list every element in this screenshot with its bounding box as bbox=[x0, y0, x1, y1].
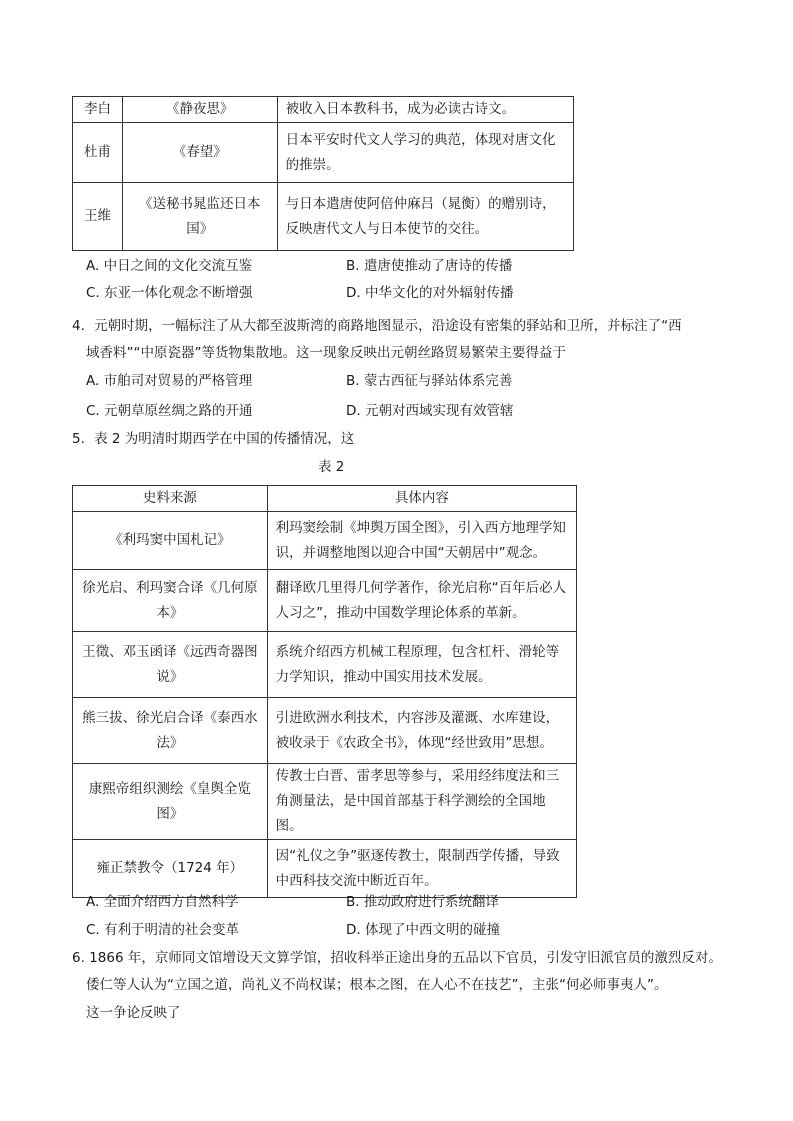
q5-option-a: A. 全面介绍西方自然科学 bbox=[86, 894, 239, 910]
q4-option-a: A. 市舶司对贸易的严格管理 bbox=[86, 373, 253, 389]
column-header-content: 具体内容 bbox=[267, 486, 576, 512]
q4-stem-line1: 4．元朝时期，一幅标注了从大都至波斯湾的商路地图显示，沿途设有密集的驿站和卫所，并标注了“西 bbox=[72, 318, 682, 334]
table-row bbox=[73, 183, 574, 251]
poem-description: 日本平安时代文人学习的典范，体现对唐文化的推崇。 bbox=[277, 123, 573, 183]
table-row bbox=[73, 97, 574, 123]
q4-option-c: C. 元朝草原丝绸之路的开通 bbox=[86, 403, 253, 419]
source-cell: 徐光启、利玛窦合译《几何原本》 bbox=[73, 570, 268, 632]
poem-description: 被收入日本教科书，成为必读古诗文。 bbox=[277, 97, 573, 123]
q3-option-b: B. 遣唐使推动了唐诗的传播 bbox=[346, 258, 513, 274]
q4-option-b: B. 蒙古西征与驿站体系完善 bbox=[346, 373, 513, 389]
poem-title: 《送秘书晁监还日本国》 bbox=[122, 183, 277, 251]
table-row bbox=[73, 512, 577, 570]
q5-option-d: D. 体现了中西文明的碰撞 bbox=[346, 922, 500, 938]
q6-stem-line2: 倭仁等人认为“立国之道，尚礼义不尚权谋；根本之图，在人心不在技艺”，主张“何必师事夷人”。 bbox=[86, 977, 668, 993]
table-row bbox=[73, 698, 577, 764]
q5-option-b: B. 推动政府进行系统翻译 bbox=[346, 894, 499, 910]
poem-title: 《静夜思》 bbox=[122, 97, 277, 123]
poet-name: 王维 bbox=[73, 183, 123, 251]
source-cell: 康熙帝组织测绘《皇舆全览图》 bbox=[73, 764, 268, 840]
table-row bbox=[73, 570, 577, 632]
q6-stem-line1: 6. 1866 年，京师同文馆增设天文算学馆，招收科举正途出身的五品以下官员，引发守旧派官员的激烈反对。 bbox=[72, 950, 722, 966]
table-row bbox=[73, 123, 574, 183]
table-header-row bbox=[73, 486, 577, 512]
table-caption: 表 2 bbox=[318, 459, 345, 475]
poetry-table bbox=[72, 96, 574, 251]
q4-stem-line2: 域香料”“中原瓷器”等货物集散地。这一现象反映出元朝丝路贸易繁荣主要得益于 bbox=[86, 345, 566, 361]
poem-title: 《春望》 bbox=[122, 123, 277, 183]
q3-option-d: D. 中华文化的对外辐射传播 bbox=[346, 285, 514, 301]
q4-option-d: D. 元朝对西域实现有效管辖 bbox=[346, 403, 514, 419]
source-cell: 雍正禁教令（1724 年） bbox=[73, 840, 268, 898]
table-row bbox=[73, 632, 577, 698]
source-cell: 熊三拔、徐光启合译《泰西水法》 bbox=[73, 698, 268, 764]
content-cell: 利玛窦绘制《坤舆万国全图》，引入西方地理学知识，并调整地图以迎合中国“天朝居中”观念。 bbox=[267, 512, 576, 570]
q6-stem-line3: 这一争论反映了 bbox=[86, 1005, 181, 1021]
q5-stem: 5．表 2 为明清时期西学在中国的传播情况，这 bbox=[72, 431, 355, 447]
poet-name: 李白 bbox=[73, 97, 123, 123]
poet-name: 杜甫 bbox=[73, 123, 123, 183]
content-cell: 引进欧洲水利技术，内容涉及灌溉、水库建设，被收录于《农政全书》，体现“经世致用”思想。 bbox=[267, 698, 576, 764]
q3-option-c: C. 东亚一体化观念不断增强 bbox=[86, 285, 253, 301]
content-cell: 因“礼仪之争”驱逐传教士，限制西学传播，导致中西科技交流中断近百年。 bbox=[267, 840, 576, 898]
table-row bbox=[73, 764, 577, 840]
source-cell: 《利玛窦中国札记》 bbox=[73, 512, 268, 570]
table-row bbox=[73, 840, 577, 898]
content-cell: 系统介绍西方机械工程原理，包含杠杆、滑轮等力学知识，推动中国实用技术发展。 bbox=[267, 632, 576, 698]
column-header-source: 史料来源 bbox=[73, 486, 268, 512]
q3-option-a: A. 中日之间的文化交流互鉴 bbox=[86, 258, 253, 274]
western-learning-table bbox=[72, 485, 577, 898]
content-cell: 翻译欧几里得几何学著作，徐光启称“百年后必人人习之”，推动中国数学理论体系的革新。 bbox=[267, 570, 576, 632]
content-cell: 传教士白晋、雷孝思等参与，采用经纬度法和三角测量法，是中国首部基于科学测绘的全国地图。 bbox=[267, 764, 576, 840]
q5-option-c: C. 有利于明清的社会变革 bbox=[86, 922, 240, 938]
source-cell: 王徵、邓玉函译《远西奇器图说》 bbox=[73, 632, 268, 698]
poem-description: 与日本遣唐使阿倍仲麻吕（晁衡）的赠别诗，反映唐代文人与日本使节的交往。 bbox=[277, 183, 573, 251]
